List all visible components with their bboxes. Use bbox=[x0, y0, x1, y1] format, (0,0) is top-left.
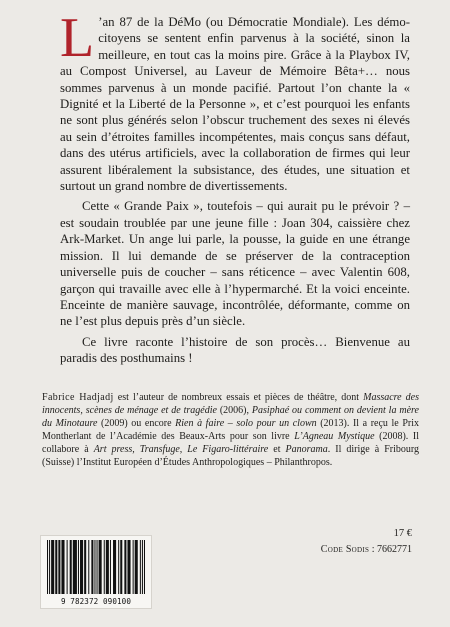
barcode-bar bbox=[118, 540, 119, 594]
barcode-bar bbox=[88, 540, 89, 594]
barcode-bar bbox=[94, 540, 95, 594]
blurb-paragraph-1-text: ’an 87 de la DéMo (ou Démocratie Mondiale). Les démo-citoyens se sentent enfin parvenus à la société, sinon la meilleure, en tout cas la moins pire. Grâce à la Playbox IV, au Compost Universel, au Laveur de Mémoire Bêta+… nous sommes parvenus à un monde pacifié. Partout l’on chante la « Dignité et la Liberté de la Personne », et c’est pourquoi les enfants ne sont plus générés selon l’obscur truchement des sexes ni élevés au sein d’étroites familles incompétentes, mais conçus sans défaut, dans des utérus artificiels, avec la collaboration de firmes qui leur assurent libéralement la subsistance, des études, une situation et surtout un grand nombre de divertissements. bbox=[60, 15, 410, 194]
work-title: Panorama bbox=[285, 444, 328, 455]
barcode-bar bbox=[104, 540, 105, 594]
drop-cap: L bbox=[60, 7, 95, 69]
sodis-code bbox=[321, 544, 412, 555]
price: 17 € bbox=[393, 528, 412, 539]
barcode-bar bbox=[70, 540, 72, 594]
barcode-bar bbox=[49, 540, 50, 594]
barcode-bar bbox=[61, 540, 64, 594]
barcode-bar bbox=[120, 540, 122, 594]
barcode-bar bbox=[51, 540, 54, 594]
work-title: Massacre des innocents, scènes de ménage et de tragédie bbox=[42, 392, 420, 416]
barcode-bar bbox=[91, 540, 93, 594]
blurb-paragraph-1 bbox=[60, 7, 410, 194]
barcode-bars bbox=[47, 540, 145, 594]
author-bio-text: . Il dirige à Fribourg (Suisse) l’Institut Européen d’Études Anthropologiques – Philanthropos. bbox=[42, 444, 420, 468]
author-bio-text: est l’auteur de nombreux essais et pièces de théâtre, dont bbox=[113, 392, 364, 403]
barcode-bar bbox=[99, 540, 102, 594]
sodis-separator: : bbox=[369, 544, 377, 555]
isbn-barcode bbox=[40, 535, 152, 609]
work-title: Rien à faire – solo pour un clown bbox=[175, 418, 317, 429]
barcode-bar bbox=[97, 540, 98, 594]
barcode-bar bbox=[124, 540, 126, 594]
work-title: Art press, Transfuge, Le Figaro-littéraire bbox=[93, 444, 269, 455]
blurb bbox=[60, 7, 410, 367]
author-bio bbox=[42, 391, 419, 469]
barcode-bar bbox=[127, 540, 130, 594]
barcode-bar bbox=[80, 540, 83, 594]
barcode-bar bbox=[84, 540, 86, 594]
sodis-value: 7662771 bbox=[377, 544, 412, 555]
author-bio-text: (2013). Il a reçu le Prix Montherlant de l’Académie des Beaux-Arts pour son livre bbox=[42, 418, 419, 442]
barcode-bar bbox=[133, 540, 134, 594]
barcode-bar bbox=[58, 540, 60, 594]
author-bio-text: (2009) ou encore bbox=[97, 418, 176, 429]
barcode-bar bbox=[110, 540, 111, 594]
sodis-label: Code Sodis bbox=[320, 544, 370, 555]
barcode-bar bbox=[135, 540, 138, 594]
blurb-paragraph-3: Ce livre raconte l’histoire de son procès… Bienvenue au paradis des posthumains ! bbox=[60, 334, 410, 366]
work-title: Pasiphaé ou comment on devient la mère du Minotaure bbox=[42, 405, 419, 429]
barcode-bar bbox=[47, 540, 48, 594]
barcode-bar bbox=[73, 540, 77, 594]
blurb-paragraph-2: Cette « Grande Paix », toutefois – qui aurait pu le prévoir ? – est soudain troublée par une jeune fille : Joan 304, caissière chez Ark-Market. Un ange lui parle, la pousse, la guide en une étrange mission. Il lui demande de se préserver de la contraception universelle puis de coucher – sans réticence – avec Valentin 608, garçon qui travaille avec elle à l’hypermarché. Et la voici enceinte. Enceinte de manière sauvage, incontrôlée, déformante, comme on ne l’est plus depuis près d’un siècle. bbox=[60, 199, 410, 329]
barcode-bar bbox=[113, 540, 116, 594]
barcode-bar bbox=[140, 540, 141, 594]
author-bio-text: et bbox=[268, 444, 286, 455]
author-bio-text: (2006), bbox=[216, 405, 252, 416]
barcode-bar bbox=[55, 540, 57, 594]
barcode-bar bbox=[67, 540, 68, 594]
barcode-bar bbox=[78, 540, 79, 594]
work-title: L’Agneau Mystique bbox=[294, 431, 375, 442]
author-bio-text: (2008). Il collabore à bbox=[42, 431, 419, 455]
barcode-bar bbox=[142, 540, 143, 594]
author-name: Fabrice Hadjadj bbox=[42, 392, 114, 403]
barcode-bar bbox=[144, 540, 145, 594]
barcode-digits: 9 782372 090100 bbox=[60, 597, 132, 606]
barcode-bar bbox=[106, 540, 109, 594]
